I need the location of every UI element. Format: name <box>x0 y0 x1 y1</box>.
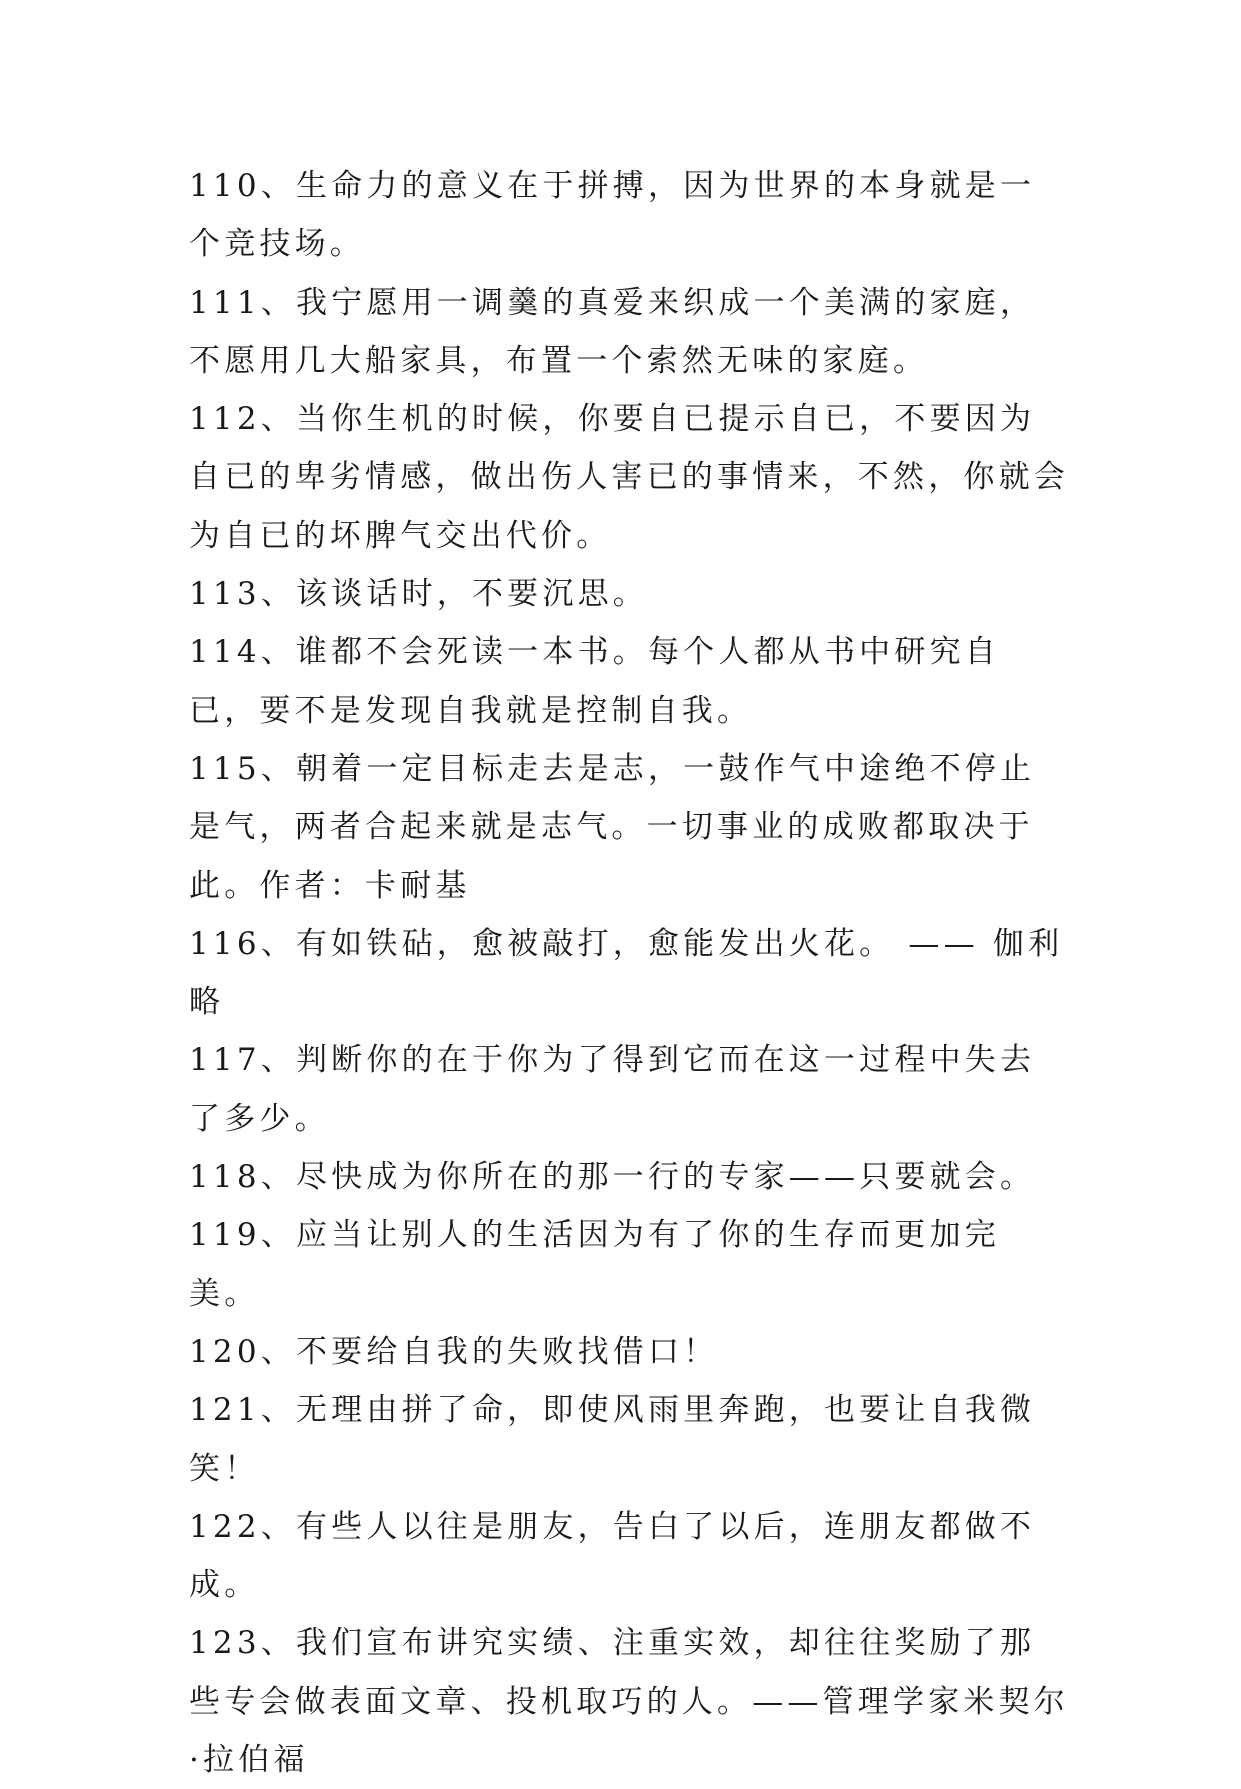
quote-item-119: 119、应当让别人的生活因为有了你的生存而更加完美。 <box>189 1217 1000 1312</box>
quote-item-118: 118、尽快成为你所在的那一行的专家——只要就会。 <box>189 1159 1036 1196</box>
quote-item-120: 120、不要给自我的失败找借口！ <box>189 1333 719 1370</box>
quote-item-114: 114、谁都不会死读一本书。每个人都从书中研究自已，要不是发现自我就是控制自我。 <box>189 634 1000 729</box>
quote-item-110: 110、生命力的意义在于拼搏，因为世界的本身就是一个竞技场。 <box>189 168 1036 263</box>
quote-item-113: 113、该谈话时，不要沉思。 <box>189 576 648 613</box>
quote-item-111: 111、我宁愿用一调羹的真爱来织成一个美满的家庭，不愿用几大船家具，布置一个索然无味的家庭。 <box>189 284 1036 379</box>
quote-item-121: 121、无理由拼了命，即使风雨里奔跑，也要让自我微笑！ <box>189 1392 1036 1487</box>
quote-item-117: 117、判断你的在于你为了得到它而在这一过程中失去了多少。 <box>189 1042 1036 1137</box>
quote-item-123: 123、我们宣布讲究实绩、注重实效，却往往奖励了那些专会做表面文章、投机取巧的人。——管理学家米契尔·拉伯福 <box>189 1625 1069 1779</box>
quote-item-116: 116、有如铁砧，愈被敲打，愈能发出火花。 —— 伽利略 <box>189 925 1064 1021</box>
quote-item-122: 122、有些人以往是朋友，告白了以后，连朋友都做不成。 <box>189 1508 1036 1604</box>
quote-item-112: 112、当你生机的时候，你要自已提示自已，不要因为自已的卑劣情感，做出伤人害已的事情来，不然，你就会为自已的坏脾气交出代价。 <box>189 401 1069 554</box>
quote-item-115: 115、朝着一定目标走去是志，一鼓作气中途绝不停止是气，两者合起来就是志气。一切事业的成败都取决于此。作者：卡耐基 <box>189 750 1036 904</box>
quote-list <box>189 157 1069 1789</box>
